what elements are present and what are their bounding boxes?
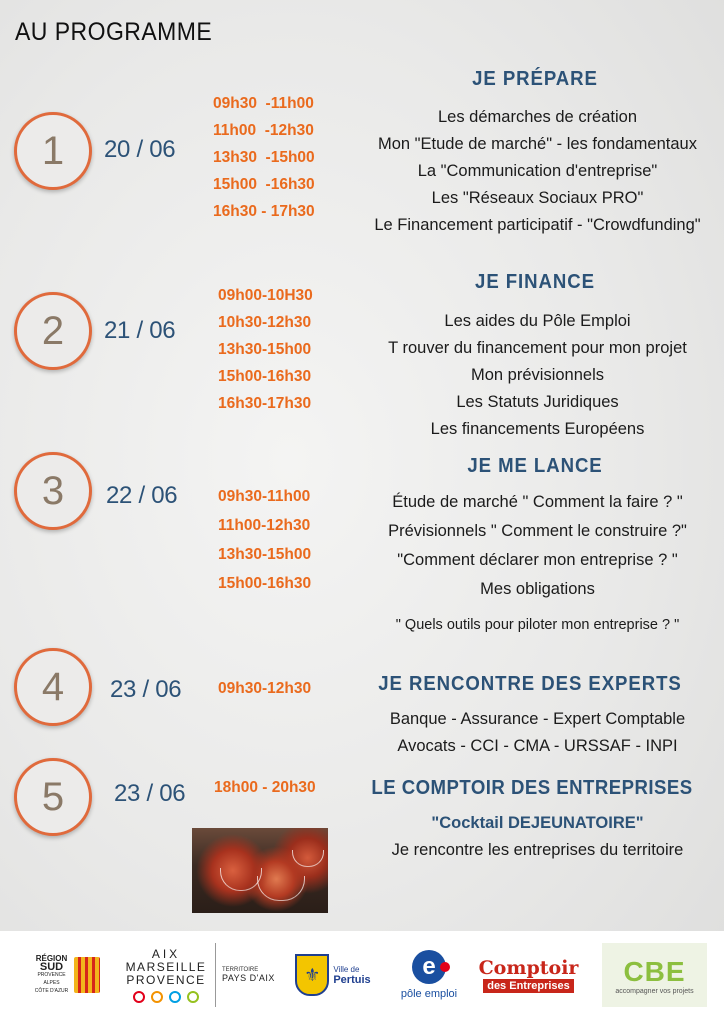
topic-item-extra: " Quels outils pour piloter mon entreprise ? " (395, 617, 680, 633)
time-slot: 13h30-15h00 (218, 546, 312, 563)
topic-list (355, 706, 720, 760)
section-heading: JE RENCONTRE DES EXPERTS (378, 673, 682, 695)
topic-item: Le Financement participatif - "Crowdfunding" (374, 216, 701, 234)
topic-list (355, 488, 720, 604)
topic-item: Les aides du Pôle Emploi (444, 312, 631, 330)
aix-marseille-provence-logo: AIX MARSEILLE PROVENCE (120, 943, 212, 1007)
topic-item: Mes obligations (480, 580, 595, 598)
time-slot: 16h30-17h30 (218, 395, 312, 412)
cocktail-photo (192, 828, 328, 913)
topic-item: Les Statuts Juridiques (456, 393, 619, 411)
pole-emploi-logo: e pôle emploi (384, 943, 474, 1007)
day-date: 23 / 06 (114, 780, 186, 807)
time-slot: 09h30 -11h00 (213, 95, 314, 112)
topic-item: Avocats - CCI - CMA - URSSAF - INPI (397, 737, 678, 755)
time-list (213, 90, 315, 225)
time-slot: 11h00-12h30 (218, 517, 311, 534)
topic-item: "Comment déclarer mon entreprise ? " (397, 551, 678, 569)
time-slot: 09h30-12h30 (218, 680, 312, 697)
time-list (218, 482, 311, 598)
topic-list (355, 308, 720, 443)
day-date: 22 / 06 (106, 482, 178, 509)
time-slot: 09h00-10H30 (218, 287, 313, 304)
ville-de-pertuis-logo: ⚜ Ville de Pertuis (292, 943, 374, 1007)
topic-list (355, 104, 720, 239)
day-date: 23 / 06 (110, 676, 182, 703)
time-slot: 18h00 - 20h30 (214, 779, 316, 796)
day-number-badge: 3 (14, 452, 92, 530)
section-heading: LE COMPTOIR DES ENTREPRISES (371, 777, 693, 799)
day-number-badge: 4 (14, 648, 92, 726)
topic-list (355, 837, 720, 864)
topic-item: Banque - Assurance - Expert Comptable (389, 710, 686, 728)
region-sud-logo: RÉGION SUD PROVENCE ALPES CÔTE D'AZUR (20, 943, 115, 1007)
topic-item: Étude de marché " Comment la faire ? " (392, 493, 683, 511)
topic-item: Les "Réseaux Sociaux PRO" (431, 189, 644, 207)
time-slot: 15h00-16h30 (218, 368, 312, 385)
time-slot: 10h30-12h30 (218, 314, 312, 331)
topic-item: Mon prévisionnels (471, 366, 604, 384)
time-slot: 16h30 - 17h30 (213, 203, 315, 220)
page-title: AU PROGRAMME (15, 18, 213, 46)
section-heading: JE PRÉPARE (472, 68, 598, 90)
topic-item: Prévisionnels " Comment le construire ?" (388, 522, 687, 540)
time-list (218, 282, 313, 417)
section-heading: JE ME LANCE (467, 455, 603, 477)
section-heading: JE FINANCE (475, 271, 595, 293)
time-slot: 13h30 -15h00 (213, 149, 315, 166)
comptoir-des-entreprises-logo: Comptoir des Entreprises (478, 957, 579, 992)
time-slot: 13h30-15h00 (218, 341, 312, 358)
time-slot: 15h00 -16h30 (213, 176, 315, 193)
day-number-badge: 2 (14, 292, 92, 370)
topic-item: Les financements Européens (430, 420, 645, 438)
topic-item: Je rencontre les entreprises du territoire (391, 841, 684, 859)
day-number-badge: 1 (14, 112, 92, 190)
topic-item: Mon "Etude de marché" - les fondamentaux (378, 135, 697, 153)
time-slot: 11h00 -12h30 (213, 122, 314, 139)
topic-item: T rouver du financement pour mon projet (388, 339, 687, 357)
time-slot: 09h30-11h00 (218, 488, 311, 505)
pays-d-aix-logo: TERRITOIRE PAYS D'AIX (215, 943, 284, 1007)
day-date: 20 / 06 (104, 136, 176, 163)
highlight-text: "Cocktail DEJEUNATOIRE" (431, 814, 644, 832)
day-date: 21 / 06 (104, 317, 176, 344)
time-list (214, 774, 316, 801)
partner-logos-bar (0, 931, 724, 1024)
topic-item: La "Communication d'entreprise" (417, 162, 658, 180)
day-number-badge: 5 (14, 758, 92, 836)
time-list (218, 675, 311, 702)
cbe-logo: CBE accompagner vos projets (602, 943, 707, 1007)
topic-item: Les démarches de création (437, 108, 638, 126)
time-slot: 15h00-16h30 (218, 575, 312, 592)
